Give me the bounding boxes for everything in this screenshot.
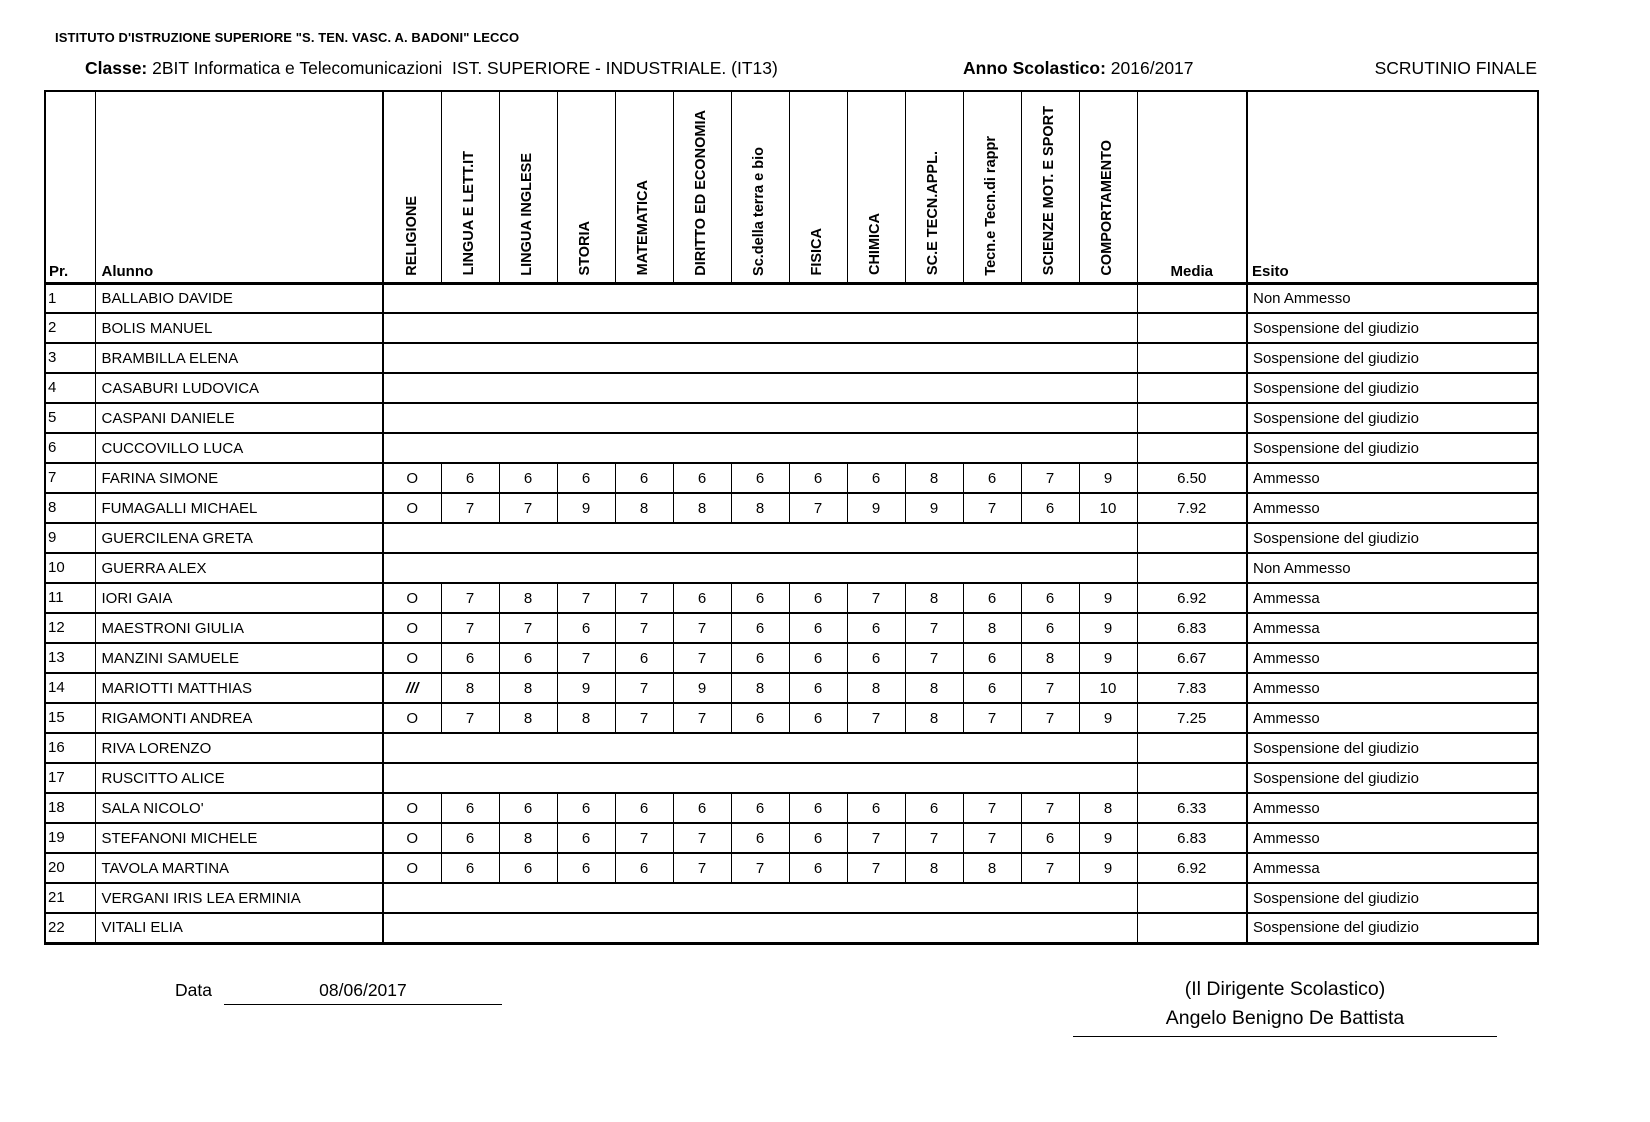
- grade-cell: 6: [789, 643, 847, 673]
- media-cell: [1137, 283, 1247, 313]
- media-cell: [1137, 763, 1247, 793]
- grades-empty-cell: [383, 343, 1137, 373]
- grade-cell: 8: [557, 703, 615, 733]
- column-header-sc-e-tecn-appl: [905, 91, 963, 283]
- grade-cell: 6: [673, 793, 731, 823]
- grades-empty-cell: [383, 913, 1137, 943]
- media-cell: 6.92: [1137, 583, 1247, 613]
- grade-cell: 6: [789, 793, 847, 823]
- grade-cell: 8: [615, 493, 673, 523]
- grades-empty-cell: [383, 283, 1137, 313]
- esito-cell: Sospensione del giudizio: [1247, 913, 1538, 943]
- grade-cell: 7: [1021, 703, 1079, 733]
- grade-cell: 7: [441, 583, 499, 613]
- esito-cell: Ammesso: [1247, 793, 1538, 823]
- student-name: FUMAGALLI MICHAEL: [95, 493, 383, 523]
- student-row: [45, 853, 1538, 883]
- grade-cell: 6: [789, 613, 847, 643]
- classe-value: 2BIT Informatica e Telecomunicazioni IST. SUPERIORE - INDUSTRIALE. (IT13): [147, 58, 778, 78]
- grade-cell: ///: [383, 673, 441, 703]
- grade-cell: 7: [1021, 673, 1079, 703]
- media-column-header: Media: [1137, 91, 1247, 283]
- student-row: [45, 313, 1538, 343]
- grade-cell: 6: [789, 703, 847, 733]
- grade-cell: 9: [905, 493, 963, 523]
- grade-cell: 9: [1079, 463, 1137, 493]
- subject-label: SC.E TECN.APPL.: [925, 151, 942, 276]
- row-number: 16: [45, 733, 95, 763]
- grade-cell: 7: [1021, 853, 1079, 883]
- row-number: 8: [45, 493, 95, 523]
- date-value: 08/06/2017: [224, 980, 502, 1005]
- grade-cell: O: [383, 823, 441, 853]
- esito-cell: Ammesso: [1247, 493, 1538, 523]
- grade-cell: 7: [673, 853, 731, 883]
- grade-cell: 6: [499, 853, 557, 883]
- grade-cell: 7: [731, 853, 789, 883]
- grade-cell: O: [383, 703, 441, 733]
- grade-cell: 6: [731, 613, 789, 643]
- grade-cell: 6: [847, 643, 905, 673]
- grade-cell: 7: [789, 493, 847, 523]
- grade-cell: 6: [789, 853, 847, 883]
- esito-cell: Ammesso: [1247, 643, 1538, 673]
- student-row: [45, 763, 1538, 793]
- student-row: [45, 433, 1538, 463]
- grade-cell: 9: [557, 673, 615, 703]
- student-row: [45, 403, 1538, 433]
- class-info: [85, 58, 778, 79]
- grade-cell: 6: [1021, 493, 1079, 523]
- grades-empty-cell: [383, 733, 1137, 763]
- media-cell: [1137, 523, 1247, 553]
- student-name: SALA NICOLO': [95, 793, 383, 823]
- grade-cell: 6: [441, 643, 499, 673]
- classe-label: Classe:: [85, 58, 148, 78]
- grade-cell: 6: [673, 583, 731, 613]
- grade-cell: 7: [441, 613, 499, 643]
- grades-empty-cell: [383, 373, 1137, 403]
- grade-cell: 7: [615, 583, 673, 613]
- media-cell: 6.83: [1137, 613, 1247, 643]
- row-number: 11: [45, 583, 95, 613]
- media-cell: 6.50: [1137, 463, 1247, 493]
- column-header-lingua-e-lett-it: [441, 91, 499, 283]
- row-number: 17: [45, 763, 95, 793]
- grade-cell: O: [383, 643, 441, 673]
- media-cell: 6.33: [1137, 793, 1247, 823]
- esito-cell: Ammessa: [1247, 853, 1538, 883]
- grade-cell: 6: [731, 643, 789, 673]
- esito-cell: Ammesso: [1247, 673, 1538, 703]
- media-cell: [1137, 883, 1247, 913]
- grade-cell: 8: [499, 823, 557, 853]
- grade-cell: 7: [905, 613, 963, 643]
- student-name: RIGAMONTI ANDREA: [95, 703, 383, 733]
- row-number: 4: [45, 373, 95, 403]
- grade-cell: 8: [1021, 643, 1079, 673]
- esito-cell: Sospensione del giudizio: [1247, 343, 1538, 373]
- grade-cell: 6: [615, 643, 673, 673]
- grade-cell: 6: [557, 613, 615, 643]
- grade-cell: 6: [847, 793, 905, 823]
- grade-cell: 6: [499, 793, 557, 823]
- grade-cell: 7: [963, 823, 1021, 853]
- grade-cell: 7: [963, 703, 1021, 733]
- grade-cell: 8: [963, 853, 1021, 883]
- column-header-matematica: [615, 91, 673, 283]
- grade-cell: 7: [673, 823, 731, 853]
- grade-cell: 7: [847, 853, 905, 883]
- row-number: 21: [45, 883, 95, 913]
- student-row: [45, 493, 1538, 523]
- row-number: 22: [45, 913, 95, 943]
- grade-cell: 9: [1079, 643, 1137, 673]
- row-number: 1: [45, 283, 95, 313]
- grade-cell: 9: [847, 493, 905, 523]
- student-row: [45, 673, 1538, 703]
- grade-cell: 8: [963, 613, 1021, 643]
- signature-block: [1073, 978, 1497, 1037]
- anno-label: Anno Scolastico:: [963, 58, 1106, 78]
- subject-label: LINGUA INGLESE: [519, 152, 536, 276]
- grade-cell: 7: [499, 493, 557, 523]
- grade-cell: 7: [673, 613, 731, 643]
- student-row: [45, 343, 1538, 373]
- grade-cell: 8: [673, 493, 731, 523]
- grades-table: [44, 90, 1539, 945]
- grade-cell: 6: [1021, 823, 1079, 853]
- esito-cell: Ammesso: [1247, 823, 1538, 853]
- grade-cell: 8: [905, 583, 963, 613]
- esito-cell: Ammessa: [1247, 583, 1538, 613]
- grade-cell: 8: [847, 673, 905, 703]
- grade-cell: 6: [615, 853, 673, 883]
- grade-cell: 10: [1079, 673, 1137, 703]
- grade-cell: 6: [847, 463, 905, 493]
- grade-cell: 6: [847, 613, 905, 643]
- media-cell: [1137, 373, 1247, 403]
- esito-cell: Sospensione del giudizio: [1247, 883, 1538, 913]
- school-name: ISTITUTO D'ISTRUZIONE SUPERIORE "S. TEN. VASC. A. BADONI" LECCO: [55, 30, 520, 45]
- student-name: MANZINI SAMUELE: [95, 643, 383, 673]
- grade-cell: 6: [963, 673, 1021, 703]
- media-cell: [1137, 553, 1247, 583]
- grade-cell: 8: [499, 673, 557, 703]
- grade-cell: 6: [499, 643, 557, 673]
- column-header-storia: [557, 91, 615, 283]
- grade-cell: 6: [499, 463, 557, 493]
- row-number: 2: [45, 313, 95, 343]
- alunno-column-header: Alunno: [95, 91, 383, 283]
- student-row: [45, 643, 1538, 673]
- grade-cell: 9: [1079, 823, 1137, 853]
- grade-cell: 8: [905, 673, 963, 703]
- row-number: 7: [45, 463, 95, 493]
- grades-empty-cell: [383, 553, 1137, 583]
- grade-cell: 7: [963, 793, 1021, 823]
- grade-cell: 6: [557, 853, 615, 883]
- esito-cell: Non Ammesso: [1247, 553, 1538, 583]
- esito-cell: Sospensione del giudizio: [1247, 403, 1538, 433]
- grade-cell: 7: [673, 643, 731, 673]
- esito-cell: Sospensione del giudizio: [1247, 733, 1538, 763]
- column-header-chimica: [847, 91, 905, 283]
- row-number: 5: [45, 403, 95, 433]
- grades-empty-cell: [383, 763, 1137, 793]
- grade-cell: 8: [499, 583, 557, 613]
- esito-cell: Sospensione del giudizio: [1247, 523, 1538, 553]
- grade-cell: 9: [1079, 613, 1137, 643]
- grade-cell: 6: [441, 463, 499, 493]
- student-row: [45, 613, 1538, 643]
- student-row: [45, 913, 1538, 943]
- esito-cell: Ammesso: [1247, 463, 1538, 493]
- grade-cell: 9: [1079, 703, 1137, 733]
- grade-cell: 6: [1021, 613, 1079, 643]
- student-name: BOLIS MANUEL: [95, 313, 383, 343]
- row-number: 10: [45, 553, 95, 583]
- student-name: CUCCOVILLO LUCA: [95, 433, 383, 463]
- column-header-comportamento: [1079, 91, 1137, 283]
- subject-label: Sc.della terra e bio: [751, 146, 768, 276]
- row-number: 15: [45, 703, 95, 733]
- subject-label: Tecn.e Tecn.di rappr: [983, 135, 1000, 276]
- grades-empty-cell: [383, 313, 1137, 343]
- column-header-fisica: [789, 91, 847, 283]
- esito-cell: Non Ammesso: [1247, 283, 1538, 313]
- grade-cell: 7: [1021, 463, 1079, 493]
- grade-cell: 6: [557, 463, 615, 493]
- student-row: [45, 793, 1538, 823]
- column-header-diritto-ed-economia: [673, 91, 731, 283]
- grade-cell: 7: [615, 823, 673, 853]
- grade-cell: O: [383, 793, 441, 823]
- grade-cell: 7: [847, 823, 905, 853]
- student-row: [45, 823, 1538, 853]
- row-number: 13: [45, 643, 95, 673]
- grade-cell: 9: [557, 493, 615, 523]
- grades-empty-cell: [383, 433, 1137, 463]
- anno-value: 2016/2017: [1105, 58, 1194, 78]
- esito-cell: Sospensione del giudizio: [1247, 433, 1538, 463]
- date-label: Data: [175, 980, 212, 1000]
- subject-label: LINGUA E LETT.IT: [461, 151, 478, 276]
- grade-cell: 7: [615, 673, 673, 703]
- grade-cell: 7: [847, 583, 905, 613]
- esito-cell: Ammesso: [1247, 703, 1538, 733]
- subject-label: FISICA: [809, 227, 826, 276]
- grade-cell: 7: [847, 703, 905, 733]
- student-row: [45, 373, 1538, 403]
- student-row: [45, 463, 1538, 493]
- grade-cell: 6: [615, 793, 673, 823]
- grade-cell: 6: [731, 583, 789, 613]
- grade-cell: 9: [673, 673, 731, 703]
- grade-cell: 7: [615, 613, 673, 643]
- row-number: 12: [45, 613, 95, 643]
- grade-cell: 6: [1021, 583, 1079, 613]
- grade-cell: 7: [905, 643, 963, 673]
- student-name: CASABURI LUDOVICA: [95, 373, 383, 403]
- grade-cell: 7: [615, 703, 673, 733]
- esito-cell: Sospensione del giudizio: [1247, 313, 1538, 343]
- student-name: RIVA LORENZO: [95, 733, 383, 763]
- media-cell: 7.25: [1137, 703, 1247, 733]
- table-header-row: [45, 91, 1538, 283]
- grade-cell: 6: [441, 823, 499, 853]
- grade-cell: 7: [441, 703, 499, 733]
- grade-cell: 6: [789, 463, 847, 493]
- grade-cell: 7: [673, 703, 731, 733]
- student-row: [45, 733, 1538, 763]
- grade-cell: 6: [441, 793, 499, 823]
- student-row: [45, 283, 1538, 313]
- student-name: STEFANONI MICHELE: [95, 823, 383, 853]
- student-name: BALLABIO DAVIDE: [95, 283, 383, 313]
- grade-cell: 6: [963, 583, 1021, 613]
- grade-cell: O: [383, 493, 441, 523]
- student-name: VERGANI IRIS LEA ERMINIA: [95, 883, 383, 913]
- subject-label: DIRITTO ED ECONOMIA: [693, 109, 710, 276]
- esito-cell: Ammessa: [1247, 613, 1538, 643]
- esito-cell: Sospensione del giudizio: [1247, 763, 1538, 793]
- grade-cell: 6: [673, 463, 731, 493]
- grade-cell: 8: [905, 703, 963, 733]
- grade-cell: 8: [1079, 793, 1137, 823]
- row-number: 14: [45, 673, 95, 703]
- media-cell: 7.83: [1137, 673, 1247, 703]
- grade-cell: 8: [499, 703, 557, 733]
- grade-cell: O: [383, 463, 441, 493]
- scrutinio-finale-title: SCRUTINIO FINALE: [1374, 58, 1537, 78]
- grade-cell: 8: [731, 673, 789, 703]
- media-cell: [1137, 313, 1247, 343]
- esito-column-header: Esito: [1247, 91, 1538, 283]
- grade-cell: 7: [1021, 793, 1079, 823]
- grades-empty-cell: [383, 403, 1137, 433]
- grade-cell: 7: [441, 493, 499, 523]
- grade-cell: 6: [731, 463, 789, 493]
- date-line: [175, 980, 502, 1005]
- media-cell: 6.83: [1137, 823, 1247, 853]
- grade-cell: 8: [905, 463, 963, 493]
- grade-cell: 7: [557, 583, 615, 613]
- row-number: 6: [45, 433, 95, 463]
- student-row: [45, 703, 1538, 733]
- anno-scolastico: [963, 58, 1194, 79]
- student-name: RUSCITTO ALICE: [95, 763, 383, 793]
- media-cell: [1137, 403, 1247, 433]
- grade-cell: 6: [731, 823, 789, 853]
- column-header-lingua-inglese: [499, 91, 557, 283]
- grade-cell: 7: [963, 493, 1021, 523]
- student-name: IORI GAIA: [95, 583, 383, 613]
- student-row: [45, 523, 1538, 553]
- subject-label: SCIENZE MOT. E SPORT: [1041, 106, 1058, 276]
- grade-cell: O: [383, 583, 441, 613]
- grade-cell: 8: [731, 493, 789, 523]
- grade-cell: 6: [615, 463, 673, 493]
- column-header-sc-della-terra-e-bio: [731, 91, 789, 283]
- student-name: BRAMBILLA ELENA: [95, 343, 383, 373]
- media-cell: [1137, 913, 1247, 943]
- grade-cell: 8: [441, 673, 499, 703]
- grade-cell: 6: [789, 583, 847, 613]
- subject-label: COMPORTAMENTO: [1099, 139, 1116, 276]
- grade-cell: 6: [963, 463, 1021, 493]
- media-cell: [1137, 433, 1247, 463]
- student-name: GUERCILENA GRETA: [95, 523, 383, 553]
- column-header-tecn-e-tecn-di-rappr: [963, 91, 1021, 283]
- grades-empty-cell: [383, 523, 1137, 553]
- grade-cell: 6: [557, 793, 615, 823]
- grade-cell: 6: [557, 823, 615, 853]
- student-name: CASPANI DANIELE: [95, 403, 383, 433]
- student-name: TAVOLA MARTINA: [95, 853, 383, 883]
- media-cell: [1137, 733, 1247, 763]
- row-number: 20: [45, 853, 95, 883]
- grade-cell: 10: [1079, 493, 1137, 523]
- row-number: 9: [45, 523, 95, 553]
- student-name: FARINA SIMONE: [95, 463, 383, 493]
- media-cell: 6.67: [1137, 643, 1247, 673]
- media-cell: 7.92: [1137, 493, 1247, 523]
- student-name: MARIOTTI MATTHIAS: [95, 673, 383, 703]
- grades-empty-cell: [383, 883, 1137, 913]
- row-number: 19: [45, 823, 95, 853]
- grade-cell: 6: [905, 793, 963, 823]
- grade-cell: 6: [441, 853, 499, 883]
- grade-cell: 6: [963, 643, 1021, 673]
- student-name: MAESTRONI GIULIA: [95, 613, 383, 643]
- subject-label: CHIMICA: [867, 213, 884, 276]
- student-row: [45, 883, 1538, 913]
- grade-cell: 9: [1079, 583, 1137, 613]
- column-header-religione: [383, 91, 441, 283]
- grade-cell: 7: [557, 643, 615, 673]
- subject-label: RELIGIONE: [403, 195, 420, 276]
- media-cell: [1137, 343, 1247, 373]
- grade-cell: O: [383, 613, 441, 643]
- dirigente-name: Angelo Benigno De Battista: [1073, 1007, 1497, 1037]
- subject-label: MATEMATICA: [635, 180, 652, 276]
- dirigente-title: (Il Dirigente Scolastico): [1184, 978, 1386, 1000]
- row-number: 18: [45, 793, 95, 823]
- media-cell: 6.92: [1137, 853, 1247, 883]
- grade-cell: 7: [905, 823, 963, 853]
- subject-label: STORIA: [577, 220, 594, 276]
- esito-cell: Sospensione del giudizio: [1247, 373, 1538, 403]
- student-name: VITALI ELIA: [95, 913, 383, 943]
- grade-cell: 8: [905, 853, 963, 883]
- grade-cell: 6: [731, 703, 789, 733]
- grade-cell: 6: [789, 823, 847, 853]
- grade-cell: 7: [499, 613, 557, 643]
- grade-cell: 9: [1079, 853, 1137, 883]
- student-row: [45, 583, 1538, 613]
- pr-column-header: Pr.: [45, 91, 95, 283]
- student-row: [45, 553, 1538, 583]
- grade-cell: 6: [789, 673, 847, 703]
- grade-cell: 6: [731, 793, 789, 823]
- student-name: GUERRA ALEX: [95, 553, 383, 583]
- grade-cell: O: [383, 853, 441, 883]
- row-number: 3: [45, 343, 95, 373]
- column-header-scienze-mot-e-sport: [1021, 91, 1079, 283]
